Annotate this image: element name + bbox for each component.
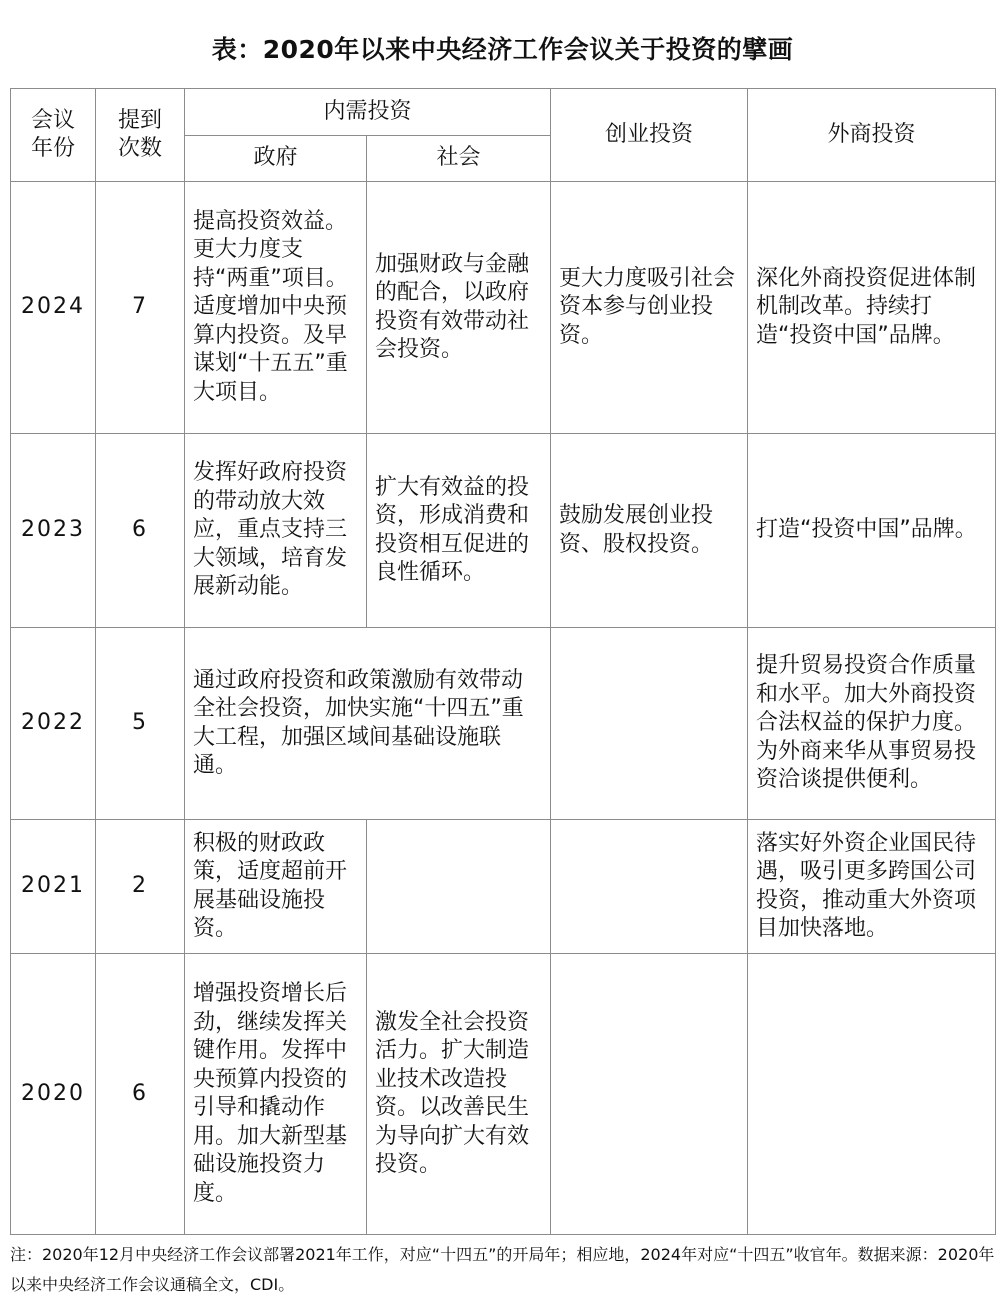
cell-count: 6 <box>96 954 185 1235</box>
cell-domestic-merged: 通过政府投资和政策激励有效带动全社会投资，加快实施“十四五”重大工程，加强区域间基础设施联通。 <box>185 628 551 820</box>
header-count-label: 提到 次数 <box>117 107 162 161</box>
cell-society <box>367 820 551 954</box>
cell-government: 增强投资增长后劲，继续发挥关键作用。发挥中央预算内投资的引导和撬动作用。加大新型基础设施投资力度。 <box>185 954 367 1235</box>
cell-foreign: 深化外商投资促进体制机制改革。持续打造“投资中国”品牌。 <box>748 182 996 434</box>
header-society: 社会 <box>367 136 551 182</box>
cell-foreign <box>748 954 996 1235</box>
cell-year: 2022 <box>11 628 96 820</box>
table-row <box>11 628 996 820</box>
table-row <box>11 434 996 628</box>
cell-year: 2024 <box>11 182 96 434</box>
cell-foreign: 提升贸易投资合作质量和水平。加大外商投资合法权益的保护力度。为外商来华从事贸易投资洽谈提供便利。 <box>748 628 996 820</box>
cell-government: 积极的财政政策，适度超前开展基础设施投资。 <box>185 820 367 954</box>
cell-count: 2 <box>96 820 185 954</box>
header-count <box>96 89 185 182</box>
footnote: 注：2020年12月中央经济工作会议部署2021年工作，对应“十四五”的开局年；相应地，2024年对应“十四五”收官年。数据来源：2020年以来中央经济工作会议通稿全文，CDI。 <box>10 1245 995 1294</box>
cell-venture <box>551 954 748 1235</box>
header-foreign: 外商投资 <box>748 89 996 182</box>
header-year <box>11 89 96 182</box>
cell-society: 激发全社会投资活力。扩大制造业技术改造投资。以改善民生为导向扩大有效投资。 <box>367 954 551 1235</box>
cell-foreign: 打造“投资中国”品牌。 <box>748 434 996 628</box>
header-government: 政府 <box>185 136 367 182</box>
cell-venture <box>551 820 748 954</box>
table-row <box>11 182 996 434</box>
cell-year: 2021 <box>11 820 96 954</box>
cell-year: 2023 <box>11 434 96 628</box>
table-title: 表：2020年以来中央经济工作会议关于投资的擘画 <box>211 35 794 64</box>
cell-year: 2020 <box>11 954 96 1235</box>
header-year-label: 会议 年份 <box>30 107 75 161</box>
cell-venture: 鼓励发展创业投资、股权投资。 <box>551 434 748 628</box>
header-domestic: 内需投资 <box>185 89 551 136</box>
cell-government: 发挥好政府投资的带动放大效应，重点支持三大领域，培育发展新动能。 <box>185 434 367 628</box>
header-row-top <box>11 89 996 136</box>
cell-foreign: 落实好外资企业国民待遇，吸引更多跨国公司投资，推动重大外资项目加快落地。 <box>748 820 996 954</box>
investment-table <box>10 88 996 1235</box>
cell-count: 5 <box>96 628 185 820</box>
cell-venture: 更大力度吸引社会资本参与创业投资。 <box>551 182 748 434</box>
cell-society: 加强财政与金融的配合，以政府投资有效带动社会投资。 <box>367 182 551 434</box>
cell-count: 6 <box>96 434 185 628</box>
cell-government: 提高投资效益。更大力度支持“两重”项目。适度增加中央预算内投资。及早谋划“十五五”重大项目。 <box>185 182 367 434</box>
cell-venture <box>551 628 748 820</box>
table-row <box>11 820 996 954</box>
cell-count: 7 <box>96 182 185 434</box>
header-venture: 创业投资 <box>551 89 748 182</box>
table-row <box>11 954 996 1235</box>
cell-society: 扩大有效益的投资，形成消费和投资相互促进的良性循环。 <box>367 434 551 628</box>
